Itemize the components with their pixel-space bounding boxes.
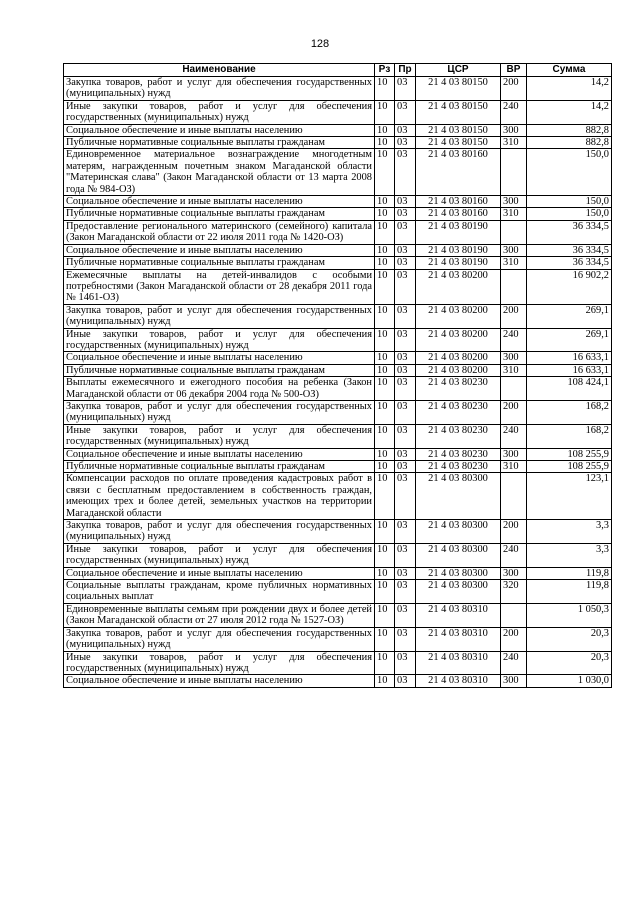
cell-name: Предоставление регионального материнского (семейного) капитала (Закон Магаданской области от 22 июля 2011 года № 1420-ОЗ) <box>64 220 375 244</box>
cell-name: Закупка товаров, работ и услуг для обеспечения государственных (муниципальных) нужд <box>64 304 375 328</box>
cell-csr: 21 4 03 80200 <box>416 364 501 376</box>
cell-vr: 300 <box>501 352 527 364</box>
page-number: 128 <box>310 38 330 50</box>
header-rz: Рз <box>375 64 395 77</box>
cell-rz: 10 <box>375 520 395 544</box>
cell-name: Публичные нормативные социальные выплаты гражданам <box>64 137 375 149</box>
cell-name: Публичные нормативные социальные выплаты гражданам <box>64 257 375 269</box>
cell-pr: 03 <box>395 149 416 196</box>
cell-rz: 10 <box>375 377 395 401</box>
table-row <box>64 100 612 124</box>
cell-vr: 310 <box>501 208 527 220</box>
header-vr: ВР <box>501 64 527 77</box>
cell-pr: 03 <box>395 196 416 208</box>
cell-sum: 14,2 <box>527 100 612 124</box>
cell-pr: 03 <box>395 208 416 220</box>
cell-vr: 300 <box>501 124 527 136</box>
cell-pr: 03 <box>395 520 416 544</box>
table-row <box>64 603 612 627</box>
table-row <box>64 77 612 101</box>
cell-sum: 1 050,3 <box>527 603 612 627</box>
cell-rz: 10 <box>375 651 395 675</box>
cell-pr: 03 <box>395 364 416 376</box>
cell-pr: 03 <box>395 100 416 124</box>
cell-pr: 03 <box>395 627 416 651</box>
cell-sum: 882,8 <box>527 137 612 149</box>
cell-rz: 10 <box>375 364 395 376</box>
cell-rz: 10 <box>375 304 395 328</box>
cell-pr: 03 <box>395 269 416 304</box>
cell-csr: 21 4 03 80230 <box>416 400 501 424</box>
cell-rz: 10 <box>375 400 395 424</box>
cell-vr: 200 <box>501 77 527 101</box>
header-sum: Сумма <box>527 64 612 77</box>
cell-vr <box>501 220 527 244</box>
cell-sum: 269,1 <box>527 304 612 328</box>
table-body <box>64 77 612 688</box>
cell-vr <box>501 377 527 401</box>
cell-sum: 882,8 <box>527 124 612 136</box>
table-row <box>64 473 612 520</box>
cell-vr: 300 <box>501 675 527 687</box>
cell-csr: 21 4 03 80310 <box>416 651 501 675</box>
table-row <box>64 424 612 448</box>
cell-name: Публичные нормативные социальные выплаты гражданам <box>64 364 375 376</box>
cell-name: Закупка товаров, работ и услуг для обеспечения государственных (муниципальных) нужд <box>64 627 375 651</box>
cell-rz: 10 <box>375 100 395 124</box>
cell-rz: 10 <box>375 675 395 687</box>
cell-csr: 21 4 03 80230 <box>416 424 501 448</box>
cell-vr <box>501 269 527 304</box>
cell-vr: 200 <box>501 627 527 651</box>
cell-pr: 03 <box>395 257 416 269</box>
table-row <box>64 328 612 352</box>
cell-sum: 3,3 <box>527 543 612 567</box>
table-row <box>64 149 612 196</box>
cell-name: Иные закупки товаров, работ и услуг для обеспечения государственных (муниципальных) нужд <box>64 651 375 675</box>
cell-sum: 168,2 <box>527 424 612 448</box>
header-pr: Пр <box>395 64 416 77</box>
cell-rz: 10 <box>375 543 395 567</box>
cell-pr: 03 <box>395 137 416 149</box>
cell-pr: 03 <box>395 124 416 136</box>
cell-rz: 10 <box>375 627 395 651</box>
table-row <box>64 461 612 473</box>
cell-vr: 310 <box>501 461 527 473</box>
cell-rz: 10 <box>375 124 395 136</box>
cell-vr: 300 <box>501 244 527 256</box>
cell-sum: 36 334,5 <box>527 257 612 269</box>
cell-csr: 21 4 03 80230 <box>416 461 501 473</box>
cell-pr: 03 <box>395 328 416 352</box>
cell-sum: 36 334,5 <box>527 220 612 244</box>
cell-name: Иные закупки товаров, работ и услуг для обеспечения государственных (муниципальных) нужд <box>64 328 375 352</box>
cell-pr: 03 <box>395 352 416 364</box>
table-row <box>64 543 612 567</box>
cell-name: Социальное обеспечение и иные выплаты населению <box>64 244 375 256</box>
cell-name: Публичные нормативные социальные выплаты гражданам <box>64 461 375 473</box>
cell-rz: 10 <box>375 424 395 448</box>
table-row <box>64 651 612 675</box>
cell-sum: 20,3 <box>527 651 612 675</box>
cell-sum: 16 633,1 <box>527 352 612 364</box>
cell-sum: 108 255,9 <box>527 461 612 473</box>
cell-rz: 10 <box>375 208 395 220</box>
table-row <box>64 124 612 136</box>
cell-csr: 21 4 03 80190 <box>416 220 501 244</box>
cell-sum: 150,0 <box>527 208 612 220</box>
cell-pr: 03 <box>395 220 416 244</box>
cell-csr: 21 4 03 80190 <box>416 244 501 256</box>
budget-table <box>63 63 612 688</box>
cell-name: Социальное обеспечение и иные выплаты населению <box>64 448 375 460</box>
cell-sum: 269,1 <box>527 328 612 352</box>
cell-rz: 10 <box>375 257 395 269</box>
cell-sum: 108 255,9 <box>527 448 612 460</box>
cell-vr: 240 <box>501 328 527 352</box>
cell-vr <box>501 473 527 520</box>
cell-csr: 21 4 03 80300 <box>416 567 501 579</box>
cell-name: Иные закупки товаров, работ и услуг для обеспечения государственных (муниципальных) нужд <box>64 100 375 124</box>
cell-vr: 200 <box>501 304 527 328</box>
cell-csr: 21 4 03 80300 <box>416 580 501 604</box>
cell-pr: 03 <box>395 400 416 424</box>
cell-vr <box>501 603 527 627</box>
table-row <box>64 448 612 460</box>
cell-csr: 21 4 03 80150 <box>416 77 501 101</box>
cell-name: Социальное обеспечение и иные выплаты населению <box>64 124 375 136</box>
cell-csr: 21 4 03 80200 <box>416 304 501 328</box>
cell-name: Ежемесячные выплаты на детей-инвалидов с особыми потребностями (Закон Магаданской области от 28 декабря 2011 года № 1461-ОЗ) <box>64 269 375 304</box>
cell-pr: 03 <box>395 651 416 675</box>
cell-vr: 200 <box>501 400 527 424</box>
table-row <box>64 377 612 401</box>
cell-sum: 150,0 <box>527 149 612 196</box>
table-row <box>64 580 612 604</box>
cell-rz: 10 <box>375 137 395 149</box>
cell-csr: 21 4 03 80160 <box>416 196 501 208</box>
cell-rz: 10 <box>375 448 395 460</box>
cell-rz: 10 <box>375 328 395 352</box>
cell-rz: 10 <box>375 603 395 627</box>
cell-pr: 03 <box>395 603 416 627</box>
table-row <box>64 520 612 544</box>
cell-rz: 10 <box>375 473 395 520</box>
cell-rz: 10 <box>375 196 395 208</box>
cell-pr: 03 <box>395 543 416 567</box>
cell-csr: 21 4 03 80200 <box>416 352 501 364</box>
cell-rz: 10 <box>375 461 395 473</box>
table-row <box>64 257 612 269</box>
cell-csr: 21 4 03 80230 <box>416 448 501 460</box>
cell-vr: 240 <box>501 100 527 124</box>
table-row <box>64 627 612 651</box>
cell-vr <box>501 149 527 196</box>
cell-rz: 10 <box>375 580 395 604</box>
cell-sum: 123,1 <box>527 473 612 520</box>
table-row <box>64 196 612 208</box>
cell-name: Иные закупки товаров, работ и услуг для обеспечения государственных (муниципальных) нужд <box>64 543 375 567</box>
cell-rz: 10 <box>375 269 395 304</box>
cell-pr: 03 <box>395 424 416 448</box>
table-header-row <box>64 64 612 77</box>
cell-vr: 300 <box>501 448 527 460</box>
cell-pr: 03 <box>395 244 416 256</box>
cell-name: Социальные выплаты гражданам, кроме публичных нормативных социальных выплат <box>64 580 375 604</box>
cell-rz: 10 <box>375 244 395 256</box>
cell-pr: 03 <box>395 675 416 687</box>
cell-sum: 119,8 <box>527 567 612 579</box>
table-row <box>64 675 612 687</box>
cell-vr: 300 <box>501 196 527 208</box>
cell-csr: 21 4 03 80230 <box>416 377 501 401</box>
cell-csr: 21 4 03 80150 <box>416 100 501 124</box>
cell-name: Единовременное материальное вознаграждение многодетным матерям, награжденным почетным знаком Магаданской области "Материнская слава" (Закон Магаданской области от 13 марта 2008 года № 984-ОЗ) <box>64 149 375 196</box>
cell-csr: 21 4 03 80300 <box>416 543 501 567</box>
cell-rz: 10 <box>375 149 395 196</box>
cell-sum: 36 334,5 <box>527 244 612 256</box>
cell-sum: 3,3 <box>527 520 612 544</box>
cell-rz: 10 <box>375 220 395 244</box>
cell-vr: 240 <box>501 424 527 448</box>
cell-name: Социальное обеспечение и иные выплаты населению <box>64 196 375 208</box>
cell-sum: 1 030,0 <box>527 675 612 687</box>
cell-csr: 21 4 03 80300 <box>416 520 501 544</box>
cell-vr: 310 <box>501 257 527 269</box>
cell-csr: 21 4 03 80190 <box>416 257 501 269</box>
cell-csr: 21 4 03 80310 <box>416 675 501 687</box>
cell-name: Социальное обеспечение и иные выплаты населению <box>64 675 375 687</box>
cell-pr: 03 <box>395 77 416 101</box>
cell-name: Компенсации расходов по оплате проведения кадастровых работ в связи с бесплатным предоставлением в собственность граждан, имеющих трех и более детей, земельных участков на территории Магаданской области <box>64 473 375 520</box>
cell-csr: 21 4 03 80160 <box>416 149 501 196</box>
cell-sum: 168,2 <box>527 400 612 424</box>
cell-csr: 21 4 03 80300 <box>416 473 501 520</box>
cell-csr: 21 4 03 80200 <box>416 328 501 352</box>
cell-sum: 108 424,1 <box>527 377 612 401</box>
table-row <box>64 269 612 304</box>
cell-pr: 03 <box>395 448 416 460</box>
cell-name: Выплаты ежемесячного и ежегодного пособия на ребенка (Закон Магаданской области от 06 декабря 2004 года № 500-ОЗ) <box>64 377 375 401</box>
cell-sum: 119,8 <box>527 580 612 604</box>
cell-csr: 21 4 03 80200 <box>416 269 501 304</box>
cell-pr: 03 <box>395 567 416 579</box>
cell-name: Иные закупки товаров, работ и услуг для обеспечения государственных (муниципальных) нужд <box>64 424 375 448</box>
cell-pr: 03 <box>395 461 416 473</box>
cell-vr: 240 <box>501 651 527 675</box>
header-csr: ЦСР <box>416 64 501 77</box>
cell-pr: 03 <box>395 473 416 520</box>
table-row <box>64 304 612 328</box>
table-row <box>64 220 612 244</box>
cell-vr: 320 <box>501 580 527 604</box>
table-row <box>64 244 612 256</box>
cell-pr: 03 <box>395 580 416 604</box>
table-row <box>64 567 612 579</box>
cell-name: Закупка товаров, работ и услуг для обеспечения государственных (муниципальных) нужд <box>64 520 375 544</box>
table-row <box>64 364 612 376</box>
cell-name: Социальное обеспечение и иные выплаты населению <box>64 352 375 364</box>
table-row <box>64 352 612 364</box>
cell-pr: 03 <box>395 304 416 328</box>
cell-sum: 16 902,2 <box>527 269 612 304</box>
cell-vr: 310 <box>501 364 527 376</box>
cell-vr: 200 <box>501 520 527 544</box>
header-name: Наименование <box>64 64 375 77</box>
cell-csr: 21 4 03 80150 <box>416 124 501 136</box>
cell-rz: 10 <box>375 567 395 579</box>
cell-name: Социальное обеспечение и иные выплаты населению <box>64 567 375 579</box>
cell-sum: 16 633,1 <box>527 364 612 376</box>
cell-csr: 21 4 03 80150 <box>416 137 501 149</box>
cell-vr: 300 <box>501 567 527 579</box>
cell-csr: 21 4 03 80160 <box>416 208 501 220</box>
cell-pr: 03 <box>395 377 416 401</box>
cell-sum: 20,3 <box>527 627 612 651</box>
cell-rz: 10 <box>375 77 395 101</box>
table-row <box>64 208 612 220</box>
cell-name: Единовременные выплаты семьям при рождении двух и более детей (Закон Магаданской области от 27 июля 2012 года № 1527-ОЗ) <box>64 603 375 627</box>
cell-rz: 10 <box>375 352 395 364</box>
cell-name: Публичные нормативные социальные выплаты гражданам <box>64 208 375 220</box>
table-row <box>64 400 612 424</box>
cell-csr: 21 4 03 80310 <box>416 627 501 651</box>
cell-name: Закупка товаров, работ и услуг для обеспечения государственных (муниципальных) нужд <box>64 400 375 424</box>
table-row <box>64 137 612 149</box>
cell-vr: 310 <box>501 137 527 149</box>
cell-name: Закупка товаров, работ и услуг для обеспечения государственных (муниципальных) нужд <box>64 77 375 101</box>
cell-sum: 14,2 <box>527 77 612 101</box>
cell-csr: 21 4 03 80310 <box>416 603 501 627</box>
cell-vr: 240 <box>501 543 527 567</box>
cell-sum: 150,0 <box>527 196 612 208</box>
